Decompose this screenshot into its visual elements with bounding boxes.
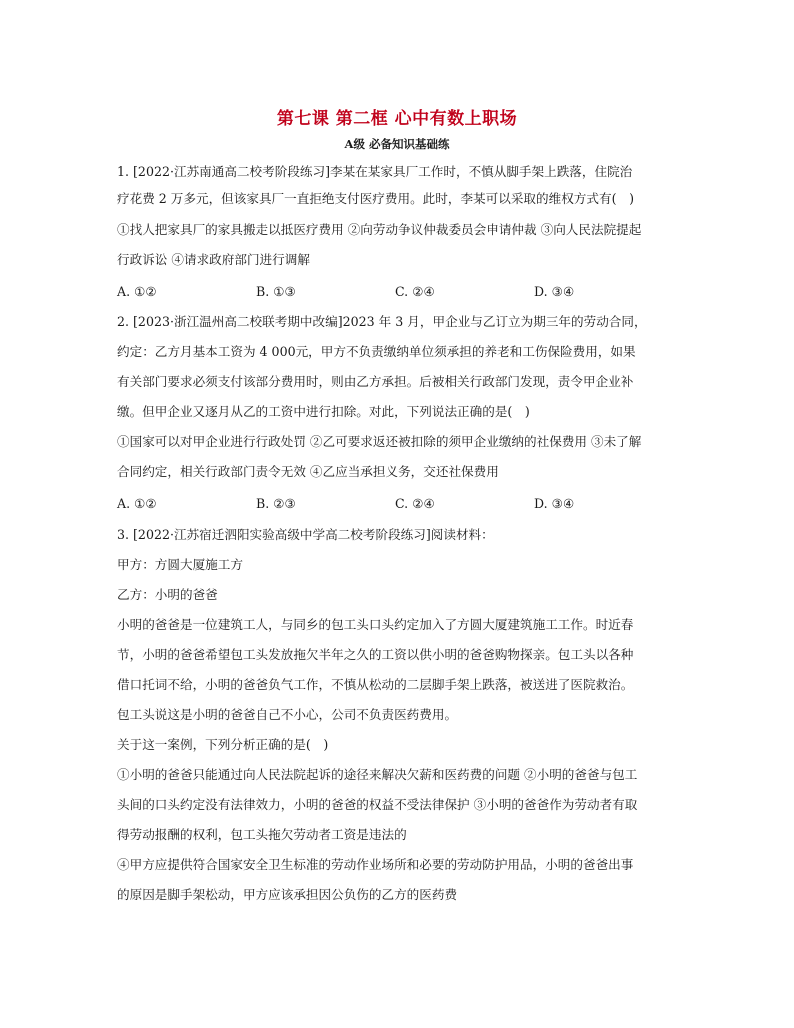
q3-line: 关于这一案例，下列分析正确的是( ) bbox=[117, 737, 329, 752]
q3-line: 3. [2022·江苏宿迁泗阳实验高级中学高二校考阶段练习]阅读材料： bbox=[117, 527, 494, 542]
q1-line: 1. [2022·江苏南通高二校考阶段练习]李某在某家具厂工作时，不慎从脚手架上跌落，住院治 bbox=[117, 164, 633, 179]
q3-line: 包工头说这是小明的爸爸自己不小心，公司不负责医药费用。 bbox=[117, 707, 458, 722]
q2-line: 2. [2023·浙江温州高二校联考期中改编]2023 年 3 月，甲企业与乙订立为期三年的劳动合同， bbox=[117, 314, 647, 329]
q2-line: 缴。但甲企业又逐月从乙的工资中进行扣除。对此，下列说法正确的是( ) bbox=[117, 404, 530, 419]
q3-line: ①小明的爸爸只能通过向人民法院起诉的途径来解决欠薪和医药费的问题 ②小明的爸爸与包工 bbox=[117, 767, 638, 782]
q3-line: 甲方：方圆大厦施工方 bbox=[117, 557, 243, 572]
q3-line: ④甲方应提供符合国家安全卫生标准的劳动作业场所和必要的劳动防护用品，小明的爸爸出事 bbox=[117, 857, 634, 872]
q1-line: 行政诉讼 ④请求政府部门进行调解 bbox=[117, 252, 310, 267]
q1-line: ①找人把家具厂的家具搬走以抵医疗费用 ②向劳动争议仲裁委员会申请仲裁 ③向人民法院提起 bbox=[117, 222, 642, 237]
q3-line: 借口托词不给，小明的爸爸负气工作，不慎从松动的二层脚手架上跌落，被送进了医院救治。 bbox=[117, 677, 634, 692]
q1-line: 疗花费 2 万多元，但该家具厂一直拒绝支付医疗费用。此时，李某可以采取的维权方式有( ) bbox=[117, 191, 635, 206]
q2-line: ①国家可以对甲企业进行行政处罚 ②乙可要求返还被扣除的须甲企业缴纳的社保费用 ③未了解 bbox=[117, 434, 642, 449]
q2-option-d: D. ③④ bbox=[534, 496, 575, 511]
q3-line: 得劳动报酬的权利，包工头拖欠劳动者工资是违法的 bbox=[117, 827, 407, 842]
q1-option-c: C. ②④ bbox=[395, 284, 435, 299]
q2-line: 有关部门要求必须支付该部分费用时，则由乙方承担。后被相关行政部门发现，责令甲企业补 bbox=[117, 374, 634, 389]
q2-option-c: C. ②④ bbox=[395, 496, 435, 511]
q2-line: 约定：乙方月基本工资为 4 000元，甲方不负责缴纳单位须承担的养老和工伤保险费用，如果 bbox=[117, 344, 636, 359]
q2-line: 合同约定，相关行政部门责令无效 ④乙应当承担义务，交还社保费用 bbox=[117, 464, 499, 479]
q1-option-b: B. ①③ bbox=[256, 284, 296, 299]
q3-line: 节，小明的爸爸希望包工头发放拖欠半年之久的工资以供小明的爸爸购物探亲。包工头以各种 bbox=[117, 647, 634, 662]
q3-line: 乙方：小明的爸爸 bbox=[117, 587, 218, 602]
page-title: 第七课 第二框 心中有数上职场 bbox=[276, 109, 518, 129]
section-heading: A级 必备知识基础练 bbox=[344, 137, 450, 151]
q2-option-a: A. ①② bbox=[117, 496, 157, 511]
q3-line: 小明的爸爸是一位建筑工人，与同乡的包工头口头约定加入了方圆大厦建筑施工工作。时近春 bbox=[117, 617, 634, 632]
q2-option-b: B. ②③ bbox=[256, 496, 296, 511]
q3-line: 的原因是脚手架松动，甲方应该承担因公负伤的乙方的医药费 bbox=[117, 887, 458, 902]
q3-line: 头间的口头约定没有法律效力，小明的爸爸的权益不受法律保护 ③小明的爸爸作为劳动者有取 bbox=[117, 797, 638, 812]
q1-option-a: A. ①② bbox=[117, 284, 157, 299]
q1-option-d: D. ③④ bbox=[534, 284, 575, 299]
